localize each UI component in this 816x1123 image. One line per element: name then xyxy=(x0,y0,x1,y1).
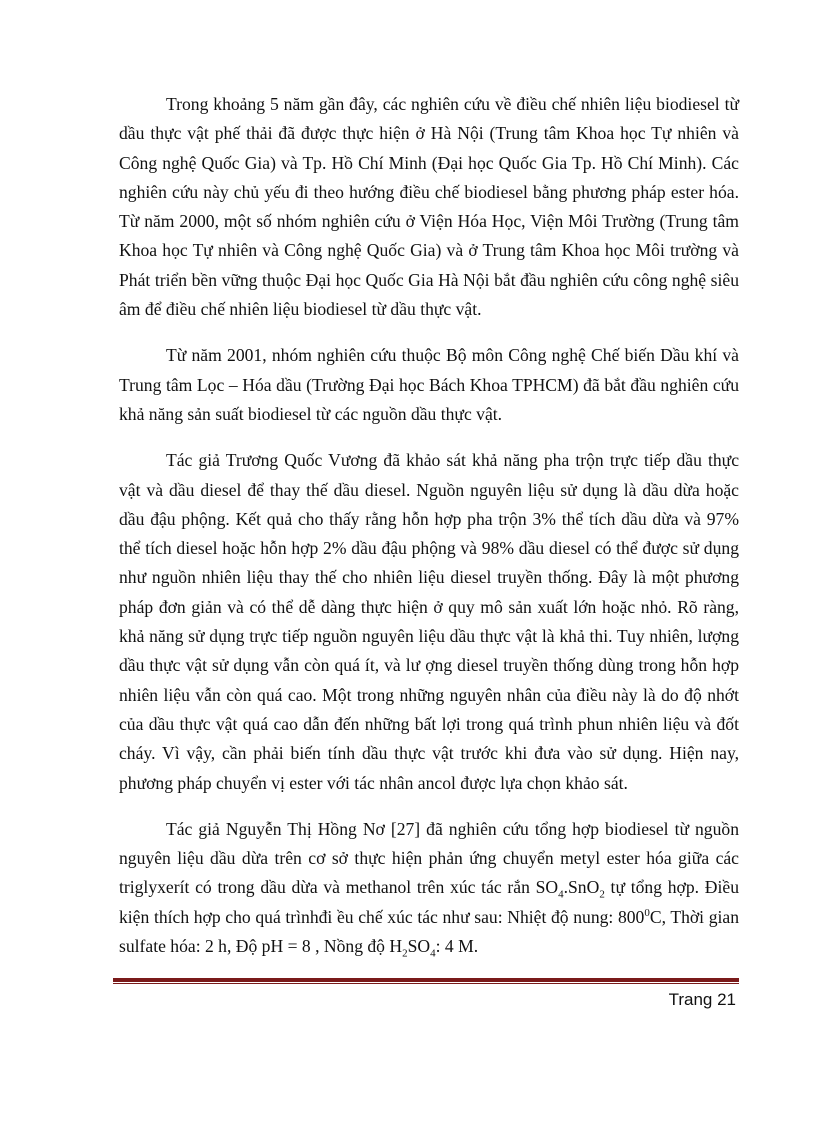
p4-text-1: Tác giả Nguyễn Thị Hồng Nơ [27] đã nghiên cứu tổng hợp biodiesel từ nguồn nguyên liệu dầu dừa trên cơ sở thực hiện phản ứng chuyển metyl ester hóa giữa các triglyxerít có trong dầu dừa và methanol trên xúc tác rắn SO xyxy=(119,818,739,898)
paragraph-4 xyxy=(119,815,739,961)
footer-rule xyxy=(113,978,739,985)
body-text xyxy=(119,90,739,978)
p4-text-6: : 4 M. xyxy=(435,936,479,957)
paragraph-1: Trong khoảng 5 năm gần đây, các nghiên cứu về điều chế nhiên liệu biodiesel từ dầu thực vật phế thải đã được thực hiện ở Hà Nội (Trung tâm Khoa học Tự nhiên và Công nghệ Quốc Gia) và Tp. Hồ Chí Minh (Đại học Quốc Gia Tp. Hồ Chí Minh). Các nghiên cứu này chủ yếu đi theo hướng điều chế biodiesel bằng phương pháp ester hóa. Từ năm 2000, một số nhóm nghiên cứu ở Viện Hóa Học, Viện Môi Trường (Trung tâm Khoa học Tự nhiên và Công nghệ Quốc Gia) và ở Trung tâm Khoa học Môi trường và Phát triển bền vững thuộc Đại học Quốc Gia Hà Nội bắt đầu nghiên cứu công nghệ siêu âm để điều chế nhiên liệu biodiesel từ dầu thực vật. xyxy=(119,94,739,320)
p4-sub-3: 2 xyxy=(402,947,408,960)
footer-rule-thin xyxy=(113,983,739,984)
p4-sub-1: 4 xyxy=(558,888,564,901)
p4-sub-4: 4 xyxy=(430,947,436,960)
paragraph-3: Tác giả Trương Quốc Vương đã khảo sát khả năng pha trộn trực tiếp dầu thực vật và dầu diesel để thay thế dầu diesel. Nguồn nguyên liệu sử dụng là dầu dừa hoặc dầu đậu phộng. Kết quả cho thấy rằng hỗn hợp pha trộn 3% thể tích dầu dừa và 97% thể tích diesel hoặc hỗn hợp 2% dầu đậu phộng và 98% dầu diesel có thể được sử dụng như nguồn nhiên liệu thay thế cho nhiên liệu diesel truyền thống. Đây là một phương pháp đơn giản và có thể dễ dàng thực hiện ở quy mô sản xuất lớn hoặc nhỏ. Rõ ràng, khả năng sử dụng trực tiếp nguồn nguyên liệu dầu thực vật là khả thi. Tuy nhiên, lượng dầu thực vật sử dụng vẫn còn quá ít, và lư ợng diesel truyền thống dùng trong hỗn hợp nhiên liệu vẫn còn quá cao. Một trong những nguyên nhân của điều này là do độ nhớt của dầu thực vật quá cao dẫn đến những bất lợi trong quá trình phun nhiên liệu và đốt cháy. Vì vậy, cần phải biến tính dầu thực vật trước khi đưa vào sử dụng. Hiện nay, phương pháp chuyển vị ester với tác nhân ancol được lựa chọn khảo sát. xyxy=(119,450,739,793)
p4-sup-1: 0 xyxy=(644,906,650,919)
p4-sub-2: 2 xyxy=(599,888,605,901)
p4-text-3: tự tổng hợp. Điều kiện thích hợp cho quá trìnhđi ều chế xúc tác như sau: Nhiệt độ nung: 800 xyxy=(119,877,739,927)
p4-text-5: SO xyxy=(407,936,431,957)
p4-text-4: C, Thời gian sulfate hóa: 2 h, Độ pH = 8 , Nồng độ H xyxy=(119,906,739,957)
p4-text-2: .SnO xyxy=(563,877,600,898)
footer-rule-thick xyxy=(113,978,739,982)
page-number: Trang 21 xyxy=(668,990,736,1009)
paragraph-2: Từ năm 2001, nhóm nghiên cứu thuộc Bộ môn Công nghệ Chế biến Dầu khí và Trung tâm Lọc – Hóa dầu (Trường Đại học Bách Khoa TPHCM) đã bắt đầu nghiên cứu khả năng sản suất biodiesel từ các nguồn dầu thực vật. xyxy=(119,345,739,424)
